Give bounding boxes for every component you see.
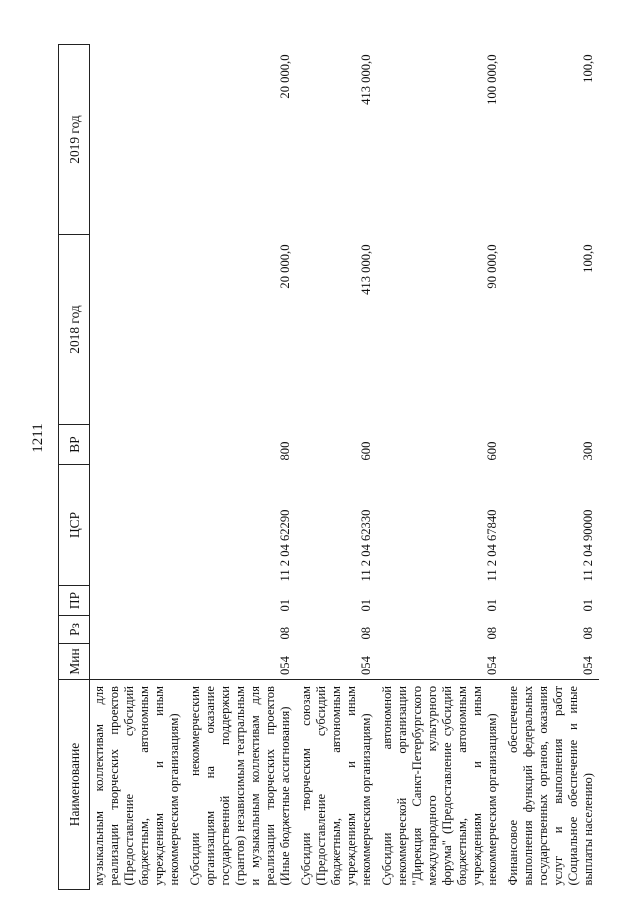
col-header-csr: ЦСР [59, 465, 90, 586]
row-rz: 08 [485, 626, 499, 640]
col-header-2019: 2019 год [59, 45, 90, 235]
row-vr [90, 425, 186, 465]
table-row [296, 45, 377, 890]
row-2019 [90, 45, 186, 235]
row-name: Субсидии автономной некоммерческой организации "Дирекция Санкт-Петербургского международного культурного форума" (Предоставление субсидий бюджетным, автономным учреждениям и иным некоммерческим организациям) [377, 680, 503, 890]
row-min: 054 [278, 656, 292, 675]
row-csr: 11 2 04 67840 [485, 509, 499, 582]
col-header-pr: ПР [59, 586, 90, 616]
page-number: 1211 [30, 423, 46, 453]
row-rz [90, 616, 186, 644]
table-row [185, 45, 296, 890]
row-vr: 600 [485, 441, 499, 461]
row-vr: 300 [581, 441, 595, 461]
row-name: Субсидии некоммерческим организациям на оказание государственной поддержки (грантов) независимым театральным и музыкальным коллективам для реализации творческих проектов (Иные бюджетные ассигнования) [185, 680, 296, 890]
row-2018 [90, 235, 186, 425]
row-vr: 600 [359, 441, 373, 461]
row-csr [90, 465, 186, 586]
col-header-rz: Рз [59, 616, 90, 644]
row-csr: 11 2 04 62290 [278, 509, 292, 582]
row-name: Субсидии творческим союзам (Предоставление субсидий бюджетным, автономным учреждениям и иным некоммерческим организациям) [296, 680, 377, 890]
row-2018: 100,0 [581, 244, 595, 273]
row-2019: 413 000,0 [359, 54, 373, 105]
table-row [377, 45, 503, 890]
row-rz: 08 [278, 626, 292, 640]
row-pr: 01 [485, 598, 499, 612]
row-2019: 100,0 [581, 54, 595, 83]
table-row [90, 45, 186, 890]
col-header-name: Наименование [59, 680, 90, 890]
row-pr: 01 [359, 598, 373, 612]
row-csr: 11 2 04 62330 [359, 509, 373, 582]
row-name: Финансовое обеспечение выполнения функций федеральных государственных органов, оказания услуг и выполнения работ (Социальное обеспечение и иные выплаты населению) [503, 680, 599, 890]
row-min [90, 644, 186, 680]
col-header-2018: 2018 год [59, 235, 90, 425]
row-pr: 01 [278, 598, 292, 612]
row-2019: 20 000,0 [278, 54, 292, 99]
row-name: музыкальным коллективам для реализации творческих проектов (Предоставление субсидий бюджетным, автономным учреждениям и иным некоммерческим организациям) [90, 680, 186, 890]
row-2018: 90 000,0 [485, 244, 499, 289]
row-min: 054 [485, 656, 499, 675]
row-pr [90, 586, 186, 616]
row-2018: 20 000,0 [278, 244, 292, 289]
row-vr: 800 [278, 441, 292, 461]
col-header-min: Мин [59, 644, 90, 680]
row-min: 054 [359, 656, 373, 675]
row-rz: 08 [359, 626, 373, 640]
row-min: 054 [581, 656, 595, 675]
budget-table [58, 44, 599, 890]
row-rz: 08 [581, 626, 595, 640]
col-header-vr: ВР [59, 425, 90, 465]
row-2019: 100 000,0 [485, 54, 499, 105]
row-2018: 413 000,0 [359, 244, 373, 295]
budget-table-rotated [58, 45, 595, 890]
header-row [59, 45, 90, 890]
row-pr: 01 [581, 598, 595, 612]
table-row [503, 45, 599, 890]
row-csr: 11 2 04 90000 [581, 509, 595, 582]
